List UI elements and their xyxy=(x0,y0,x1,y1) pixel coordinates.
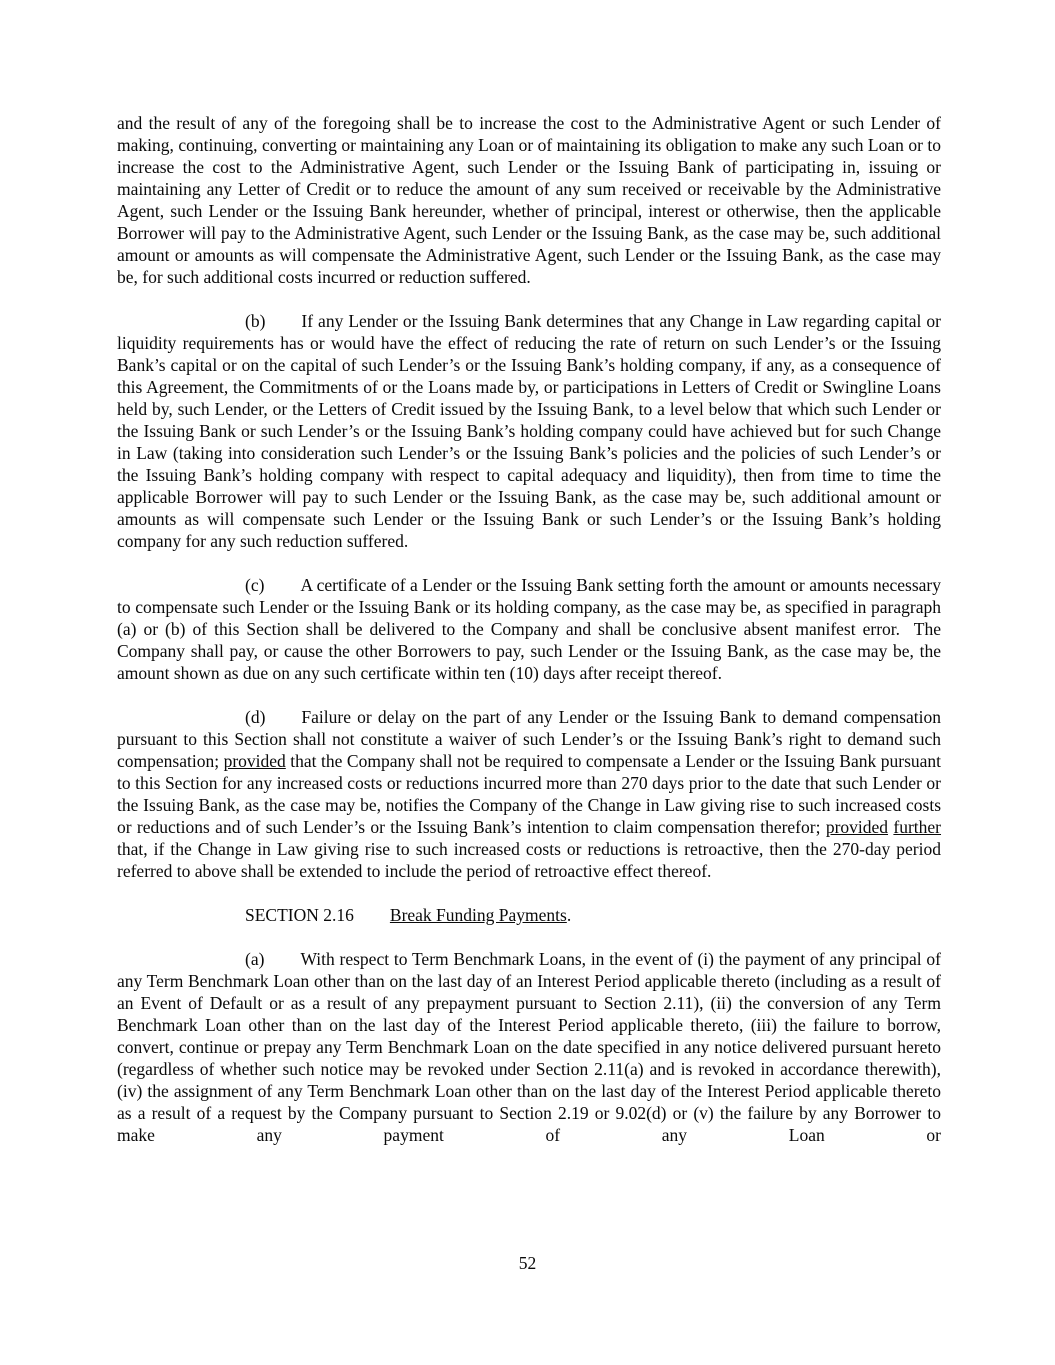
paragraph-continuation: and the result of any of the foregoing shall be to increase the cost to the Administrative Agent or such Lender of making, continuing, converting or maintaining any Loan or of maintaining its obligation to make any such Loan or to increase the cost to the Administrative Agent, such Lender or the Issuing Bank of participating in, issuing or maintaining any Letter of Credit or to reduce the amount of any sum received or receivable by the Administrative Agent, such Lender or the Issuing Bank hereunder, whether of principal, interest or otherwise, then the applicable Borrower will pay to the Administrative Agent, such Lender or the Issuing Bank, as the case may be, such additional amount or amounts as will compensate the Administrative Agent, such Lender or the Issuing Bank, as the case may be, for such additional costs incurred or reduction suffered. xyxy=(117,113,941,287)
paragraph-c: (c) A certificate of a Lender or the Issuing Bank setting forth the amount or amounts necessary to compensate such Lender or the Issuing Bank or its holding company, as the case may be, as specified in paragraph (a) or (b) of this Section shall be delivered to the Company and shall be conclusive absent manifest error. The Company shall pay, or cause the other Borrowers to pay, such Lender or the Issuing Bank, as the case may be, the amount shown as due on any such certificate within ten (10) days after receipt thereof. xyxy=(117,575,941,683)
page-number: 52 xyxy=(518,1253,537,1273)
paragraph-b: (b) If any Lender or the Issuing Bank determines that any Change in Law regarding capital or liquidity requirements has or would have the effect of reducing the rate of return on such Lender’s or the Issuing Bank’s capital or on the capital of such Lender’s or the Issuing Bank’s holding company, if any, as a consequence of this Agreement, the Commitments of or the Loans made by, or participations in Letters of Credit or Swingline Loans held by, such Lender, or the Letters of Credit issued by the Issuing Bank, to a level below that which such Lender or the Issuing Bank or such Lender’s or the Issuing Bank’s holding company could have achieved but for such Change in Law (taking into consideration such Lender’s or the Issuing Bank’s policies and the policies of such Lender’s or the Issuing Bank’s holding company with respect to capital adequacy and liquidity), then from time to time the applicable Borrower will pay to such Lender or the Issuing Bank, as the case may be, such additional amount or amounts as will compensate such Lender or the Issuing Bank or such Lender’s or the Issuing Bank’s holding company for any such reduction suffered. xyxy=(117,311,941,551)
paragraph-a: (a) With respect to Term Benchmark Loans, in the event of (i) the payment of any principal of any Term Benchmark Loan other than on the last day of an Interest Period applicable thereto (including as a result of an Event of Default or as a result of any prepayment pursuant to Section 2.11), (ii) the conversion of any Term Benchmark Loan other than on the last day of the Interest Period applicable thereto, (iii) the failure to borrow, convert, continue or prepay any Term Benchmark Loan on the date specified in any notice delivered pursuant hereto (regardless of whether such notice may be revoked under Section 2.11(a) and is revoked in accordance therewith), (iv) the assignment of any Term Benchmark Loan other than on the last day of the Interest Period applicable thereto as a result of a request by the Company pursuant to Section 2.19 or 9.02(d) or (v) the failure by any Borrower to make any payment of any Loan or xyxy=(117,949,941,1145)
paragraph-d: (d) Failure or delay on the part of any Lender or the Issuing Bank to demand compensation pursuant to this Section shall not constitute a waiver of such Lender’s or the Issuing Bank’s right to demand such compensation; provided that the Company shall not be required to compensate a Lender or the Issuing Bank pursuant to this Section for any increased costs or reductions incurred more than 270 days prior to the date that such Lender or the Issuing Bank, as the case may be, notifies the Company of the Change in Law giving rise to such increased costs or reductions and of such Lender’s or the Issuing Bank’s intention to claim compensation therefor; provided further that, if the Change in Law giving rise to such increased costs or reductions is retroactive, then the 270-day period referred to above shall be extended to include the period of retroactive effect thereof. xyxy=(117,707,942,881)
text-block xyxy=(117,112,941,1146)
section-heading-2-16: SECTION 2.16 Break Funding Payments. xyxy=(245,905,572,925)
